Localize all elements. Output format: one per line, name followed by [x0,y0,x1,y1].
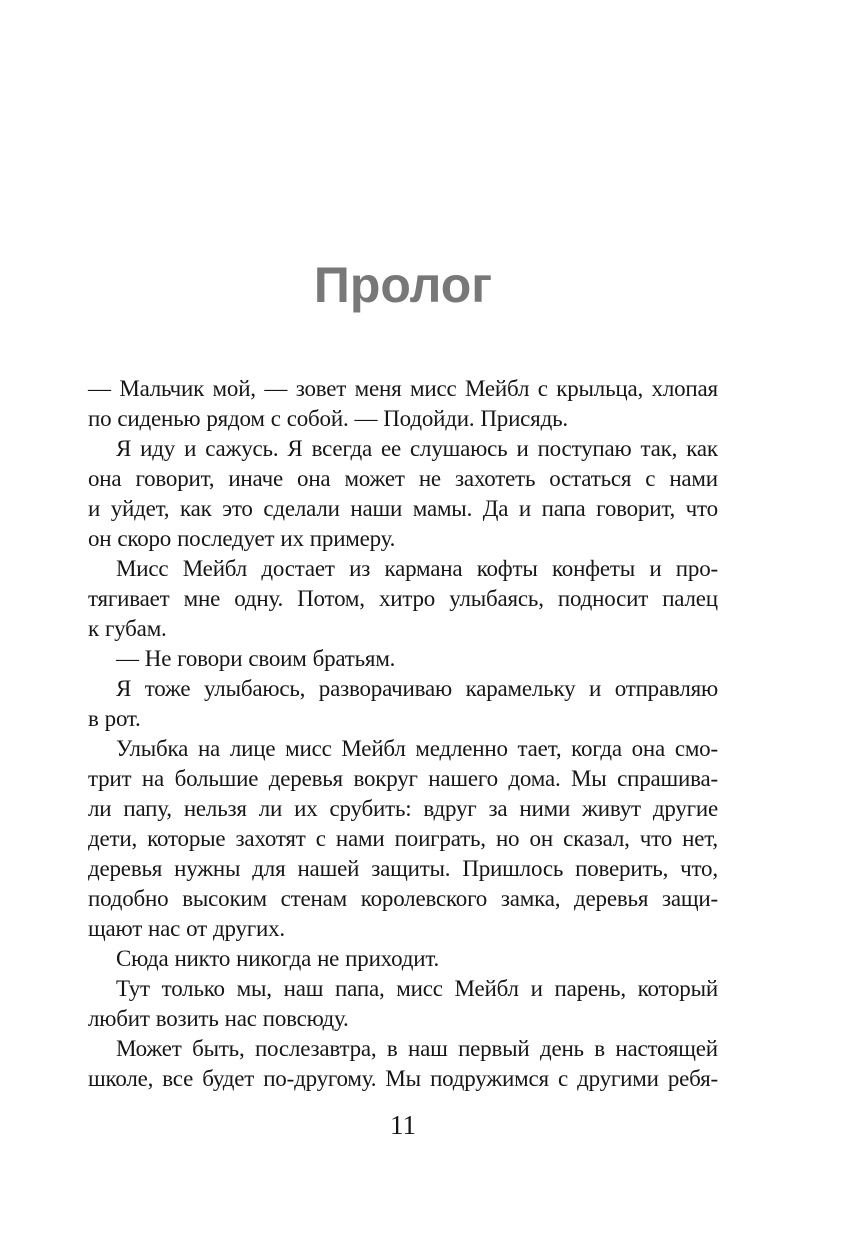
word: деревья [574,886,649,911]
word: меня [354,376,402,401]
word: мисс [409,376,457,401]
word: нами [335,826,385,851]
word: другими [577,1066,659,1091]
word: большие [174,766,259,791]
word: тягивает [88,586,170,611]
word: иначе [228,466,283,491]
word: достает [261,556,335,581]
text-line [88,466,718,496]
word: Мы [385,1066,421,1091]
word: мамы. [412,496,473,521]
page-number: 11 [390,1110,416,1140]
word: Подойди. [383,406,475,431]
word: улыбаюсь, [204,676,306,701]
word: ли [88,796,112,821]
text-line [88,406,718,436]
word: мой, [212,376,256,401]
word: Мейбл [341,736,406,761]
word: нельзя [183,796,247,821]
word: на [141,766,165,791]
word: повсюду. [262,1006,349,1031]
word: братьям. [312,646,396,671]
word: Не [144,646,172,671]
text-line [88,1006,718,1036]
word: настоящей [615,1036,718,1061]
word: нас [148,916,181,941]
word: нашего [428,766,498,791]
word: так, [640,436,678,461]
word: поступаю [537,436,632,461]
word: Мисс [116,556,169,581]
text-line [88,736,718,766]
text-line [88,376,718,406]
word: смо- [674,736,718,761]
word: нашей [297,856,360,881]
word: их [294,796,318,821]
word: поиграть, [394,826,486,851]
word: деревья [268,766,343,791]
word: кармана [384,556,463,581]
text-line [88,1036,718,1066]
text-line [88,616,718,646]
word: поверить, [575,856,669,881]
word: — [264,376,288,401]
word: сажусь. [205,436,279,461]
word: и [589,676,602,701]
word: и [88,496,101,521]
word: для [252,856,286,881]
word: в [594,1036,605,1061]
word: никогда [236,946,312,971]
word: с [557,1066,568,1091]
text-line [88,946,718,976]
word: Мальчик [119,376,205,401]
word: когда [571,736,622,761]
word: щают [88,916,143,941]
word: тает, [517,736,562,761]
word: не [418,466,441,491]
word: медленно [415,736,508,761]
word: мисс [396,976,443,1001]
text-line [88,766,718,796]
word: крыльца, [556,376,644,401]
word: — [116,646,139,671]
word: конфеты [551,556,635,581]
word: ее [381,436,402,461]
word: собой. [286,406,349,431]
text-line [88,916,718,946]
word: слушаюсь [410,436,508,461]
word: может [344,466,405,491]
word: трит [88,766,132,791]
word: она [297,466,331,491]
word: что [685,496,718,521]
text-line [88,646,718,676]
word: которые [147,826,226,851]
word: наш [408,1036,448,1061]
word: любит [88,1006,150,1031]
word: — [354,406,378,431]
word: он [529,826,553,851]
word: она [88,466,122,491]
word: мисс [285,736,332,761]
word: других. [212,916,285,941]
word: подобно [88,886,169,911]
word: нами [669,466,718,491]
word: срубить: [329,796,412,821]
word: он [88,526,112,551]
text-line [88,556,718,586]
word: по-другому. [263,1066,377,1091]
word: за [488,796,508,821]
word: карамельку [465,676,576,701]
word: папа, [335,976,385,1001]
word: школе, [88,1066,154,1091]
word: сделали [263,496,340,521]
word: с [315,826,326,851]
word: защи- [661,886,718,911]
word: дети, [88,826,138,851]
text-line [88,856,718,886]
word: другие [652,796,718,821]
word: лице [229,736,276,761]
word: зовет [295,376,347,401]
word: ли [258,796,283,821]
word: сиденью [117,406,201,431]
word: Может [116,1036,182,1061]
word: примеру. [309,526,396,551]
word: парень, [554,976,626,1001]
word: захотят [235,826,306,851]
word: с [645,466,656,491]
word: своим [248,646,307,671]
text-line [88,706,718,736]
word: мне [183,586,221,611]
word: наш [283,976,324,1001]
word: рот. [104,706,141,731]
word: хлопая [651,376,718,401]
word: нужны [174,856,241,881]
word: захотеть [454,466,536,491]
word: — [88,376,111,401]
text-line [88,526,718,556]
word: Улыбка [116,736,189,761]
word: высоким [182,886,267,911]
text-line [88,826,718,856]
word: защиты. [371,856,451,881]
word: королевского [360,886,488,911]
word: и [516,436,529,461]
word: живут [582,796,641,821]
word: от [186,916,207,941]
word: сказал, [563,826,630,851]
word: возить [155,1006,219,1031]
text-line [88,1066,718,1096]
word: папа [541,496,586,521]
word: только [161,976,225,1001]
text-line [88,886,718,916]
word: губам. [104,616,167,641]
word: первый [458,1036,530,1061]
word: скоро [117,526,172,551]
word: день [539,1036,584,1061]
word: но [495,826,520,851]
word: замка, [500,886,561,911]
word: вокруг [353,766,418,791]
word: Пришлось [462,856,564,881]
word: уйдет, [110,496,170,521]
word: ними [519,796,571,821]
word: с [270,406,281,431]
word: нет, [682,826,718,851]
word: Потом, [297,586,365,611]
word: Мейбл [182,556,248,581]
word: говори [177,646,243,671]
word: наши [350,496,403,521]
word: всегда [311,436,372,461]
word: это [222,496,253,521]
word: и [184,436,197,461]
page-body [88,376,718,1096]
word: тоже [144,676,191,701]
word: Мейбл [464,376,530,401]
word: что [639,826,673,851]
text-line [88,796,718,826]
word: мы, [236,976,272,1001]
text-line [88,496,718,526]
word: который [637,976,718,1001]
word: она [631,736,666,761]
word: спрашива- [617,766,718,791]
word: никто [174,946,231,971]
word: разворачиваю [318,676,452,701]
word: быть, [192,1036,245,1061]
word: улыбаясь, [449,586,544,611]
word: палец [662,586,718,611]
word: одну. [234,586,283,611]
word: Присядь. [480,406,568,431]
word: Да [482,496,509,521]
word: все [162,1066,194,1091]
word: подружимся [430,1066,549,1091]
word: иду [140,436,176,461]
word: остаться [549,466,632,491]
word: Я [116,436,132,461]
word: как [686,436,718,461]
word: подносит [557,586,649,611]
word: Я [116,676,132,701]
chapter-title: Пролог [313,257,493,313]
word: про- [675,556,718,581]
word: отправляю [614,676,718,701]
word: по [88,406,112,431]
word: вдруг [423,796,477,821]
word: на [197,736,221,761]
word: как [179,496,212,521]
word: нас [224,1006,257,1031]
word: дома. [508,766,561,791]
word: приходит. [345,946,440,971]
word: что, [680,856,718,881]
word: будет [202,1066,255,1091]
word: и [530,976,543,1001]
word: с [537,376,548,401]
word: Мейбл [454,976,519,1001]
word: в [386,1036,398,1061]
word: последует [177,526,275,551]
word: и [518,496,531,521]
text-line [88,676,718,706]
word: рядом [206,406,265,431]
word: послезавтра, [254,1036,377,1061]
word: их [280,526,304,551]
text-line [88,586,718,616]
word: Я [287,436,303,461]
word: говорит, [135,466,215,491]
word: ребя- [667,1066,718,1091]
word: деревья [88,856,163,881]
word: Тут [116,976,150,1001]
word: папу, [123,796,172,821]
word: не [317,946,340,971]
text-line [88,436,718,466]
word: стенам [280,886,348,911]
word: Сюда [116,946,169,971]
word: хитро [378,586,436,611]
word: к [88,616,99,641]
word: из [349,556,371,581]
word: и [649,556,662,581]
word: говорит, [596,496,676,521]
word: Мы [571,766,607,791]
text-line [88,976,718,1006]
word: кофты [476,556,538,581]
word: в [88,706,99,731]
